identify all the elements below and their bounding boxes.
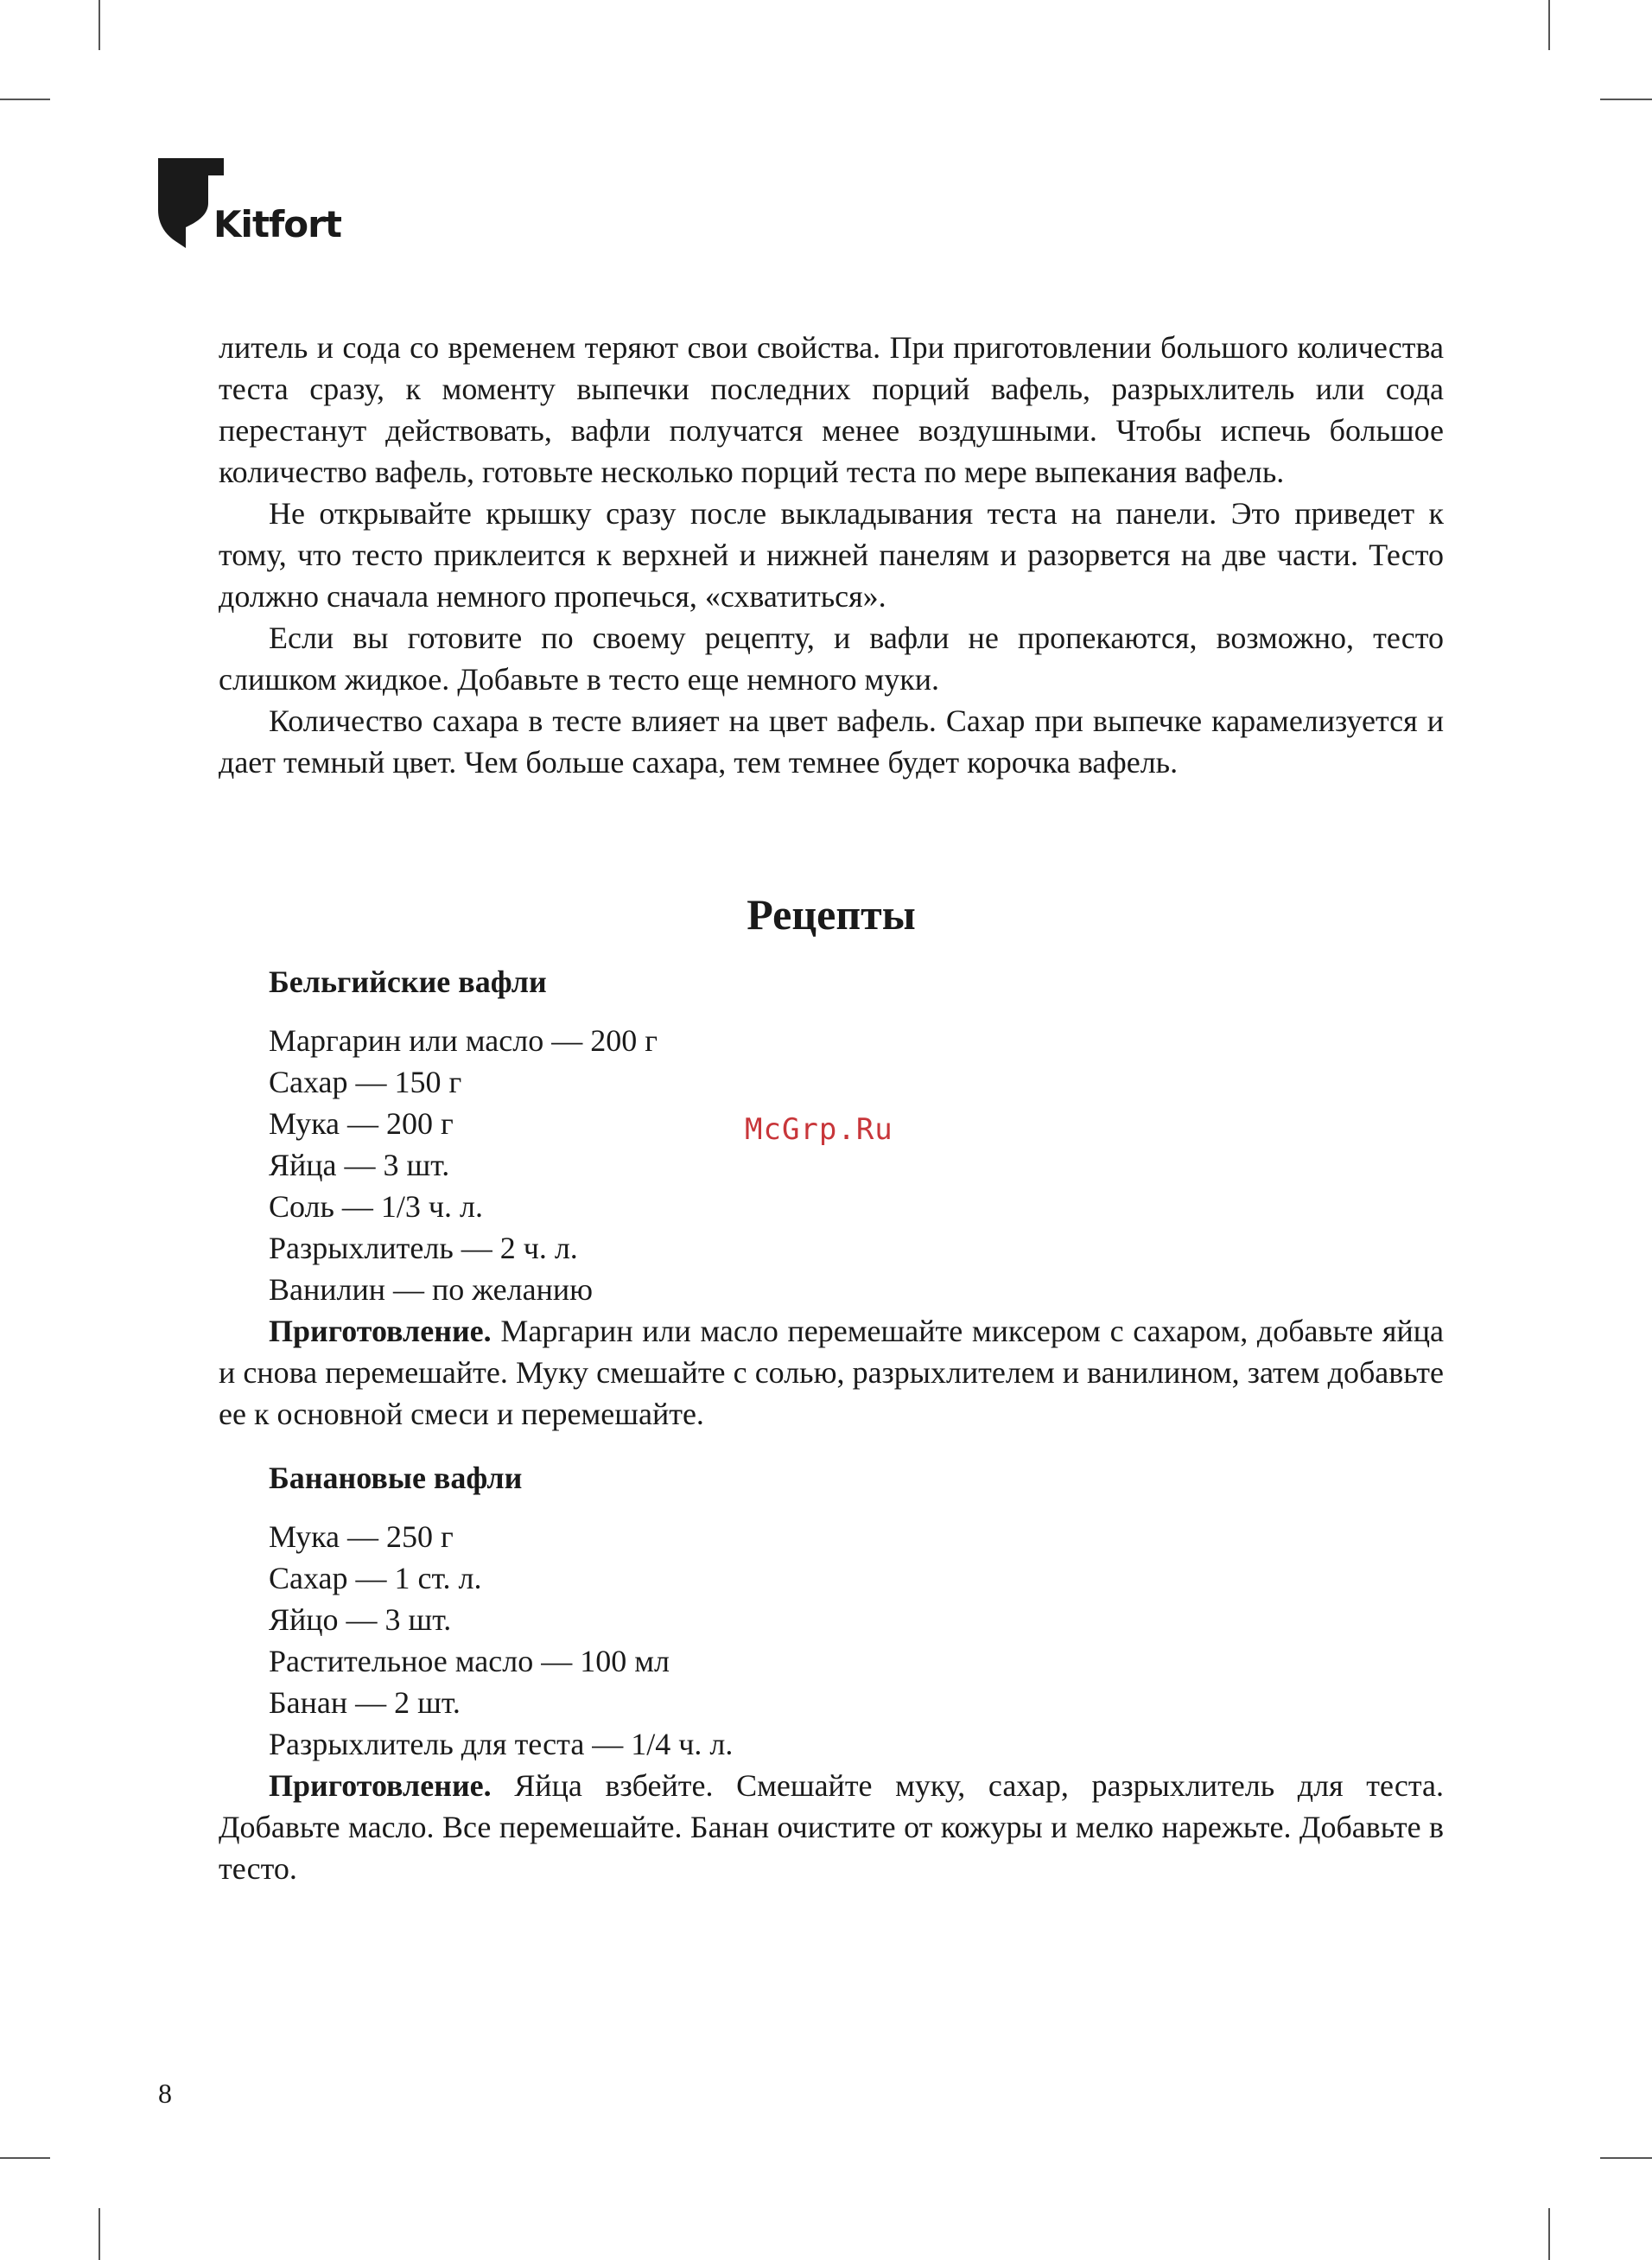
crop-mark bbox=[1548, 0, 1550, 50]
ingredient-list bbox=[269, 1516, 1444, 1765]
ingredient-item: Яйца — 3 шт. bbox=[269, 1148, 450, 1182]
preparation-label: Приготовление. bbox=[269, 1314, 492, 1348]
intro-paragraph: литель и сода со временем теряют свои свойства. При приготовлении большого количества теста сразу, к моменту выпечки последних порций вафель, разрыхлитель или сода перестанут действовать, вафли получатся менее воздушными. Чтобы испечь большое количество вафель, готовьте несколько порций теста по мере выпекания вафель. bbox=[219, 330, 1444, 489]
ingredient-item: Соль — 1/3 ч. л. bbox=[269, 1189, 483, 1224]
ingredient-item: Банан — 2 шт. bbox=[269, 1685, 461, 1720]
crop-mark bbox=[1600, 99, 1652, 100]
page-number: 8 bbox=[158, 2078, 172, 2109]
ingredient-item: Растительное масло — 100 мл bbox=[269, 1644, 670, 1678]
ingredient-item: Сахар — 150 г bbox=[269, 1065, 462, 1099]
recipe-banana-waffles bbox=[219, 1457, 1444, 1889]
crop-mark bbox=[1548, 2208, 1550, 2260]
preparation-label: Приготовление. bbox=[269, 1768, 492, 1803]
preparation-body: Яйца взбейте. Смешайте муку, сахар, разрыхлитель для теста. Добавьте масло. Все перемешайте. Банан очистите от кожуры и мелко нарежьте. Добавьте в тесто. bbox=[219, 1768, 1444, 1886]
intro-paragraph: Не открывайте крышку сразу после выкладывания теста на панели. Это приведет к тому, что тесто приклеится к верхней и нижней панелям и разорвется на две части. Тесто должно сначала немного пропечься, «схватиться». bbox=[219, 496, 1444, 614]
preparation-text bbox=[219, 1765, 1444, 1889]
ingredient-list bbox=[269, 1020, 1444, 1310]
intro-paragraph: Если вы готовите по своему рецепту, и вафли не пропекаются, возможно, тесто слишком жидкое. Добавьте в тесто еще немного муки. bbox=[219, 621, 1444, 697]
ingredient-item: Разрыхлитель — 2 ч. л. bbox=[269, 1231, 578, 1265]
brand-name: Kitfort bbox=[213, 203, 341, 245]
page-content bbox=[219, 327, 1444, 1889]
watermark: McGrp.Ru bbox=[745, 1112, 893, 1147]
ingredient-item: Мука — 250 г bbox=[269, 1519, 454, 1554]
ingredient-item: Разрыхлитель для теста — 1/4 ч. л. bbox=[269, 1727, 734, 1761]
preparation-text bbox=[219, 1310, 1444, 1435]
section-title: Рецепты bbox=[747, 890, 916, 939]
crop-mark bbox=[98, 0, 100, 50]
ingredient-item: Яйцо — 3 шт. bbox=[269, 1602, 452, 1637]
recipe-belgian-waffles bbox=[219, 961, 1444, 1435]
ingredient-item: Ванилин — по желанию bbox=[269, 1272, 594, 1307]
ingredient-item: Сахар — 1 ст. л. bbox=[269, 1561, 482, 1595]
preparation-body: Маргарин или масло перемешайте миксером с сахаром, добавьте яйца и снова перемешайте. Муку смешайте с солью, разрыхлителем и ванилином, затем добавьте ее к основной смеси и перемешайте. bbox=[219, 1314, 1444, 1431]
crop-mark bbox=[98, 2208, 100, 2260]
ingredient-item: Маргарин или масло — 200 г bbox=[269, 1023, 658, 1058]
brand-logo bbox=[158, 158, 357, 253]
crop-mark bbox=[0, 99, 50, 100]
intro-paragraph: Количество сахара в тесте влияет на цвет вафель. Сахар при выпечке карамелизуется и дает темный цвет. Чем больше сахара, тем темнее будет корочка вафель. bbox=[219, 703, 1444, 780]
ingredient-item: Мука — 200 г bbox=[269, 1106, 454, 1141]
recipe-title: Банановые вафли bbox=[269, 1461, 523, 1495]
crop-mark bbox=[0, 2157, 50, 2159]
crop-mark bbox=[1600, 2157, 1652, 2159]
recipe-title: Бельгийские вафли bbox=[269, 964, 547, 999]
